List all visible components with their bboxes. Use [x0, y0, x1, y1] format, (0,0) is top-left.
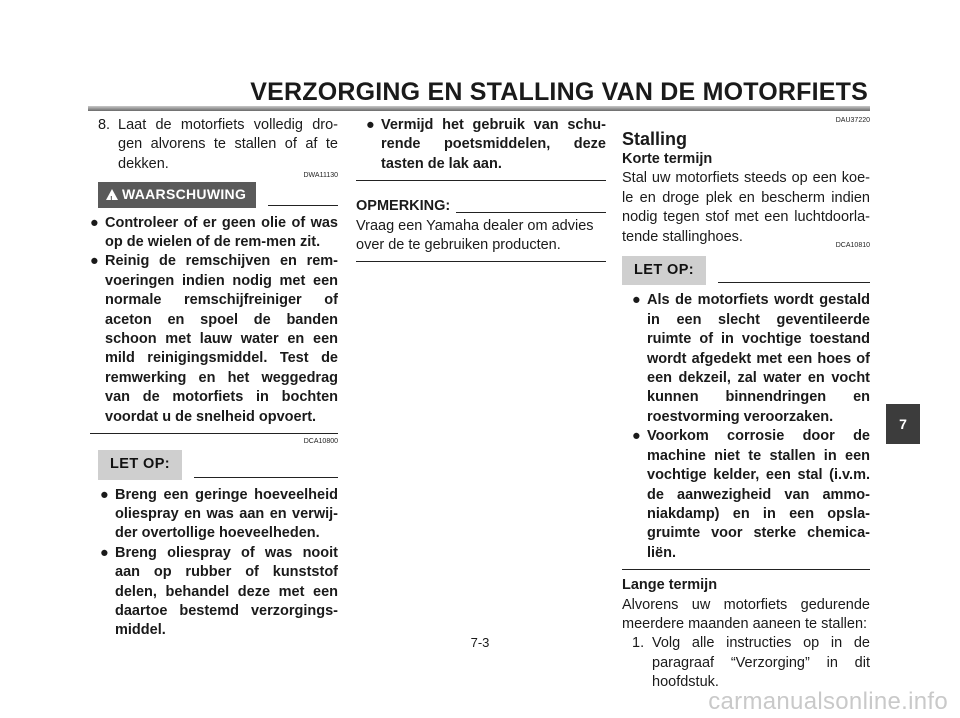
bullet-icon: ● [632, 292, 641, 309]
notice-item [90, 544, 338, 641]
warning-badge [98, 182, 256, 207]
step-text: Laat de motorfiets volledig dro-gen alvorens te stallen of af te dekken. [118, 117, 338, 172]
long-term-text: Alvorens uw motorfiets gedurende meerdere maanden aaneen te stallen: [622, 596, 870, 632]
warning-item-text: Controleer of er geen olie of was op de wielen of de rem-men zit. [105, 214, 338, 251]
notice-item-text: Vermijd het gebruik van schu-rende poetsmiddelen, deze tasten de lak aan. [381, 117, 606, 172]
notice-badge: LET OP: [622, 256, 706, 285]
warning-item [90, 252, 338, 427]
notice-item [622, 427, 870, 563]
bullet-icon: ● [100, 486, 109, 503]
warning-item [90, 214, 338, 253]
note-end-rule [356, 261, 606, 262]
section-code: DAU37220 [835, 117, 870, 124]
step-number: 8. [97, 117, 111, 133]
subsection-title-short: Korte termijn [622, 151, 713, 167]
notice-code: DCA10810 [835, 242, 870, 250]
short-term-text: Stal uw motorfiets steeds op een koe-le en droge plek en bescherm indien nodig tegen stof met een luchtdoorla-tende stallinghoes. [622, 170, 870, 245]
bullet-icon: ● [90, 253, 99, 270]
notice-rule [194, 476, 338, 478]
page-number: 7-3 [470, 635, 490, 650]
notice-item [622, 291, 870, 427]
notice-item-text: Als de motorfiets wordt gestald in een slecht geventileerde ruimte of in vochtige toestand wordt afgedekt met een hoes of een dekzeil, zal water en vocht kunnen binnendringen en roestvorming veroorzaken. [647, 292, 870, 425]
notice-code: DCA10800 [303, 438, 338, 446]
warning-header [98, 182, 338, 207]
bullet-icon: ● [366, 117, 375, 133]
notice-end-rule [356, 180, 606, 181]
step-text: Volg alle instructies op in de paragraaf “Verzorging” in dit hoofdstuk. [652, 635, 870, 691]
column-left [90, 116, 338, 641]
warning-end-rule [90, 433, 338, 434]
notice-item [90, 486, 338, 544]
notice-item-text: Breng een geringe hoeveelheid oliespray en was aan en verwij-der overtollige hoeveelheden. [115, 486, 338, 542]
column-middle [356, 116, 606, 262]
notice-end-rule [622, 569, 870, 570]
warning-triangle-icon: ! [106, 189, 118, 200]
note-rule [456, 212, 606, 213]
bullet-icon: ● [632, 428, 641, 445]
note-text: Vraag een Yamaha dealer om advies over de te gebruiken producten. [356, 217, 594, 254]
notice-header [98, 450, 338, 479]
notice-rule [718, 281, 870, 283]
note-header [356, 197, 606, 216]
watermark: carmanualsonline.info [708, 688, 948, 715]
section-title: Stalling [622, 129, 688, 149]
header-rule [88, 106, 870, 111]
warning-code: DWA11130 [303, 172, 338, 180]
warning-item-text: Reinig de remschijven en rem-voeringen indien nodig met een normale remschijfreiniger of aceton en spoel de banden schoon met lauw water en een mild reinigingsmiddel. Test de remwerking en het weggedrag van de motorfiets in bochten voordat u de snelheid opvoert. [105, 253, 338, 425]
subsection-title-long: Lange termijn [622, 577, 718, 594]
warning-label: WAARSCHUWING [122, 186, 247, 203]
chapter-title: VERZORGING EN STALLING VAN DE MOTORFIETS [250, 78, 868, 106]
step-8 [90, 116, 338, 174]
notice-item-text: Voorkom corrosie door de machine niet te stallen in een vochtige kelder, een stal (i.v.m. de aanwezigheid van ammo-niakdamp) en in een opsla-gruimte voor sterke chemica-liën. [647, 428, 870, 561]
warning-rule [268, 204, 338, 206]
notice-item [356, 116, 606, 174]
bullet-icon: ● [90, 214, 99, 231]
notice-header [622, 256, 870, 285]
note-label: OPMERKING: [356, 198, 451, 215]
chapter-tab: 7 [886, 404, 920, 444]
bullet-icon: ● [100, 544, 109, 561]
notice-item-text: Breng oliespray of was nooit aan op rubber of kunststof delen, behandel deze met een daartoe bestemd verzorgings-middel. [115, 544, 338, 639]
column-right [622, 116, 870, 693]
step-number: 1. [632, 635, 645, 652]
notice-badge: LET OP: [98, 450, 182, 479]
